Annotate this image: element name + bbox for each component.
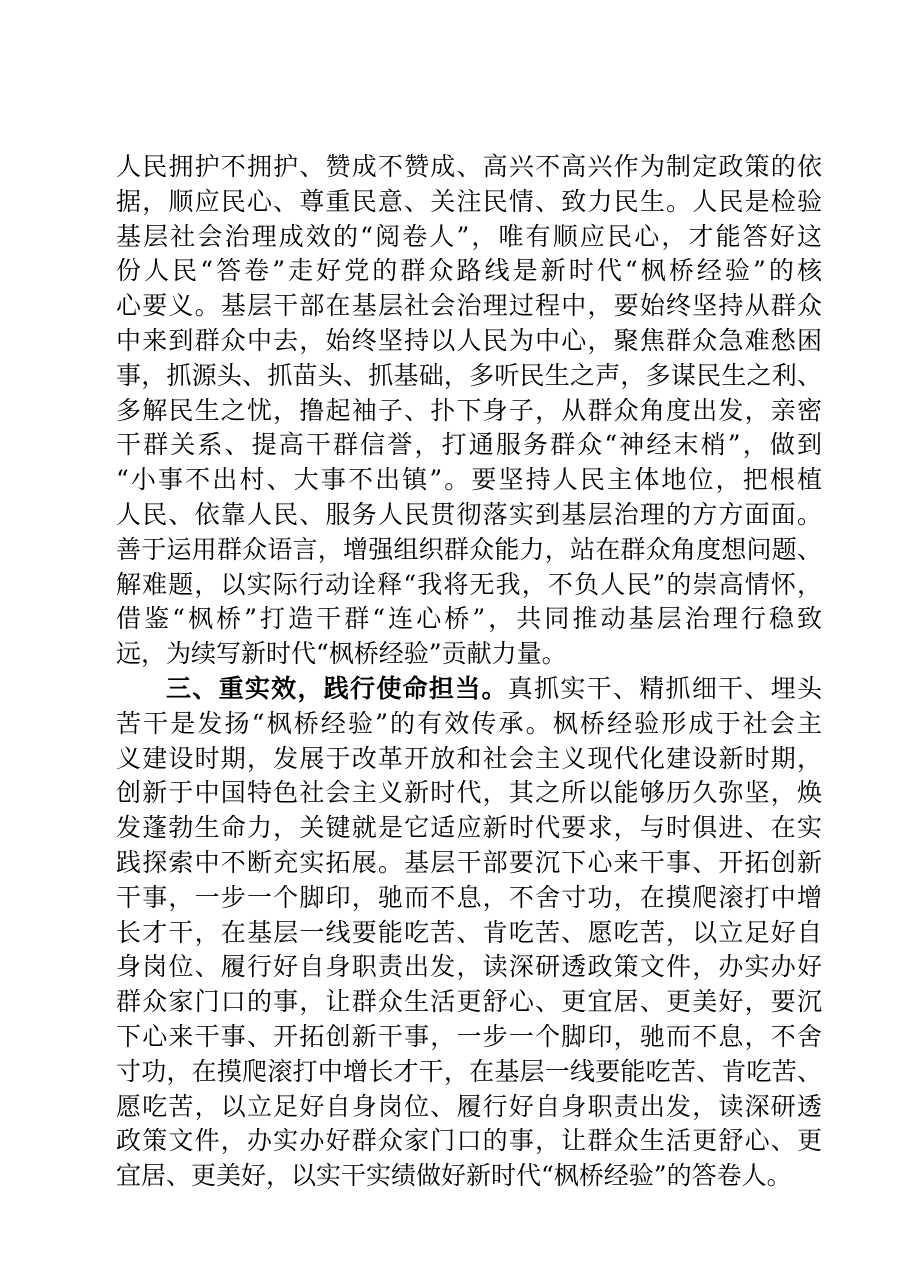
- text-line: 人民拥护不拥护、赞成不赞成、高兴不高兴作为制定政策的依: [116, 152, 822, 181]
- paragraph-practical-results: [116, 672, 822, 1194]
- text-line: 份人民“答卷”走好党的群众路线是新时代“枫桥经验”的核: [116, 256, 822, 286]
- text-line: 解难题，以实际行动诠释“我将无我，不负人民”的崇高情怀，: [116, 569, 822, 599]
- section-first-line-text: 真抓实干、精抓细干、埋头: [507, 673, 822, 703]
- text-line: 善于运用群众语言，增强组织群众能力，站在群众角度想问题、: [116, 534, 822, 564]
- text-line: “小事不出村、大事不出镇”。要坚持人民主体地位，把根植: [116, 465, 822, 495]
- text-line: 群众家门口的事，让群众生活更舒心、更宜居、更美好，要沉: [116, 987, 822, 1017]
- text-line: 创新于中国特色社会主义新时代，其之所以能够历久弥坚，焕: [116, 778, 822, 808]
- text-line: 中来到群众中去，始终坚持以人民为中心，聚焦群众急难愁困: [116, 325, 822, 355]
- text-line: 心要义。基层干部在基层社会治理过程中，要始终坚持从群众: [116, 291, 822, 321]
- text-line: 身岗位、履行好自身职责出发，读深研透政策文件，办实办好: [116, 952, 822, 982]
- text-line: 发蓬勃生命力，关键就是它适应新时代要求，与时俱进、在实: [116, 813, 822, 843]
- text-line: 干群关系、提高干群信誉，打通服务群众“神经末梢”，做到: [116, 430, 822, 460]
- document-body: [116, 150, 822, 1194]
- text-line: 干事，一步一个脚印，驰而不息，不舍寸功，在摸爬滚打中增: [116, 882, 822, 912]
- text-line: 寸功，在摸爬滚打中增长才干，在基层一线要能吃苦、肯吃苦、: [116, 1056, 822, 1086]
- text-line: 苦干是发扬“枫桥经验”的有效传承。枫桥经验形成于社会主: [116, 708, 822, 738]
- paragraph-people-centered: [116, 150, 822, 672]
- text-line: 事，抓源头、抓苗头、抓基础，多听民生之声，多谋民生之利、: [116, 360, 822, 390]
- text-line: 据，顺应民心、尊重民意、关注民情、致力民生。人民是检验: [116, 186, 822, 216]
- text-line: 践探索中不断充实拓展。基层干部要沉下心来干事、开拓创新: [116, 847, 822, 877]
- text-line: 长才干，在基层一线要能吃苦、肯吃苦、愿吃苦，以立足好自: [116, 917, 822, 947]
- text-line: 多解民生之忧，撸起袖子、扑下身子，从群众角度出发，亲密: [116, 395, 822, 425]
- text-line: 政策文件，办实办好群众家门口的事，让群众生活更舒心、更: [116, 1126, 822, 1156]
- text-line: 宜居、更美好，以实干实绩做好新时代“枫桥经验”的答卷人。: [116, 1161, 792, 1191]
- text-line: 基层社会治理成效的“阅卷人”，唯有顺应民心，才能答好这: [116, 221, 822, 251]
- text-line: 义建设时期，发展于改革开放和社会主义现代化建设新时期，: [116, 743, 822, 773]
- text-line: 远，为续写新时代“枫桥经验”贡献力量。: [116, 639, 567, 669]
- section-heading: 三、重实效，践行使命担当。: [166, 673, 508, 703]
- text-line: 人民、依靠人民、服务人民贯彻落实到基层治理的方方面面。: [116, 499, 822, 529]
- text-line: 借鉴“枫桥”打造干群“连心桥”，共同推动基层治理行稳致: [116, 604, 822, 634]
- text-line: 下心来干事、开拓创新干事，一步一个脚印，驰而不息，不舍: [116, 1021, 822, 1051]
- text-line: 愿吃苦，以立足好自身岗位、履行好自身职责出发，读深研透: [116, 1091, 822, 1121]
- section-first-line: [116, 672, 822, 707]
